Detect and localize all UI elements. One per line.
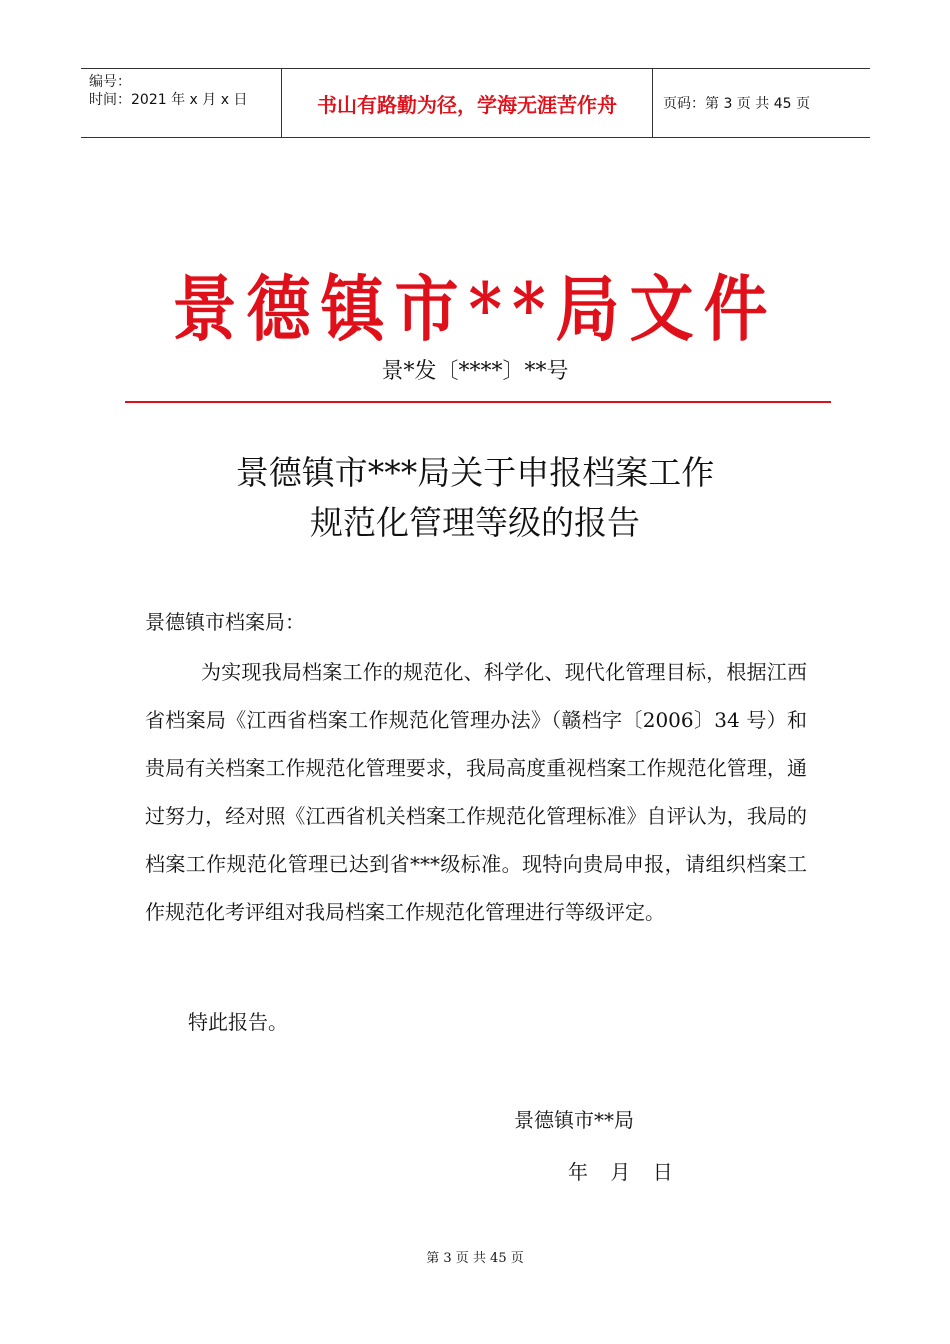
signature-date: 年 月 日 xyxy=(568,1160,681,1184)
body-paragraph: 为实现我局档案工作的规范化、科学化、现代化管理目标，根据江西省档案局《江西省档案工作规范化管理办法》（赣档字〔2006〕34 号）和贵局有关档案工作规范化管理要求，我局高度重视档案工作规范化管理，通过努力，经对照《江西省机关档案工作规范化管理标准》自评认为，我局的档案工作规范化管理已达到省***级标准。现特向贵局申报，请组织档案工作规范化考评组对我局档案工作规范化管理进行等级评定。 xyxy=(145,660,807,924)
document-header xyxy=(81,68,870,138)
signer: 景德镇市**局 xyxy=(514,1108,634,1132)
document-title: 景德镇市**局文件 xyxy=(172,268,778,353)
report-title xyxy=(0,448,950,548)
header-motto: 书山有路勤为径，学海无涯苦作舟 xyxy=(281,69,653,137)
date-label: 时间：2021 年 x 月 x 日 xyxy=(89,92,248,108)
salutation: 景德镇市档案局： xyxy=(145,610,305,634)
header-meta xyxy=(81,69,281,137)
red-divider xyxy=(125,401,831,403)
report-title-line-2: 规范化管理等级的报告 xyxy=(310,503,640,542)
document-number: 景*发〔****〕**号 xyxy=(381,359,569,384)
closing-line: 特此报告。 xyxy=(188,1010,288,1034)
serial-number-label: 编号： xyxy=(89,74,131,90)
report-title-line-1: 景德镇市***局关于申报档案工作 xyxy=(235,453,715,492)
page-footer: 第 3 页 共 45 页 xyxy=(426,1251,524,1266)
header-page-info: 页码：第 3 页 共 45 页 xyxy=(663,96,810,112)
